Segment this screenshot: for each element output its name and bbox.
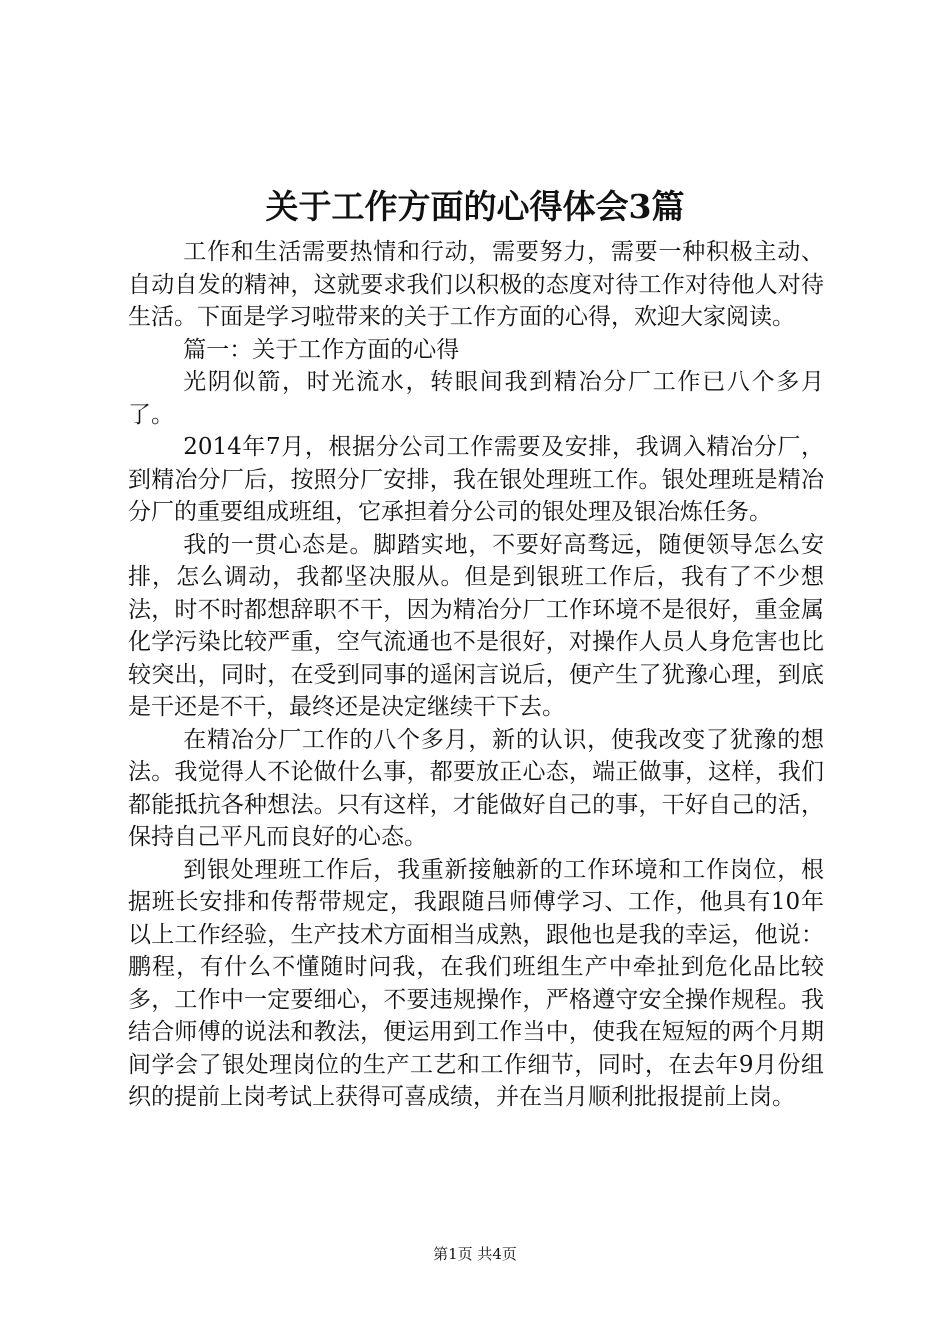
body-paragraph: 光阴似箭，时光流水，转眼间我到精冶分厂工作已八个多月了。 [128, 369, 824, 428]
document-title: 关于工作方面的心得体会3篇 [265, 187, 685, 226]
page-total: 共4页 [477, 1245, 517, 1263]
body-paragraph: 在精冶分厂工作的八个多月，新的认识，使我改变了犹豫的想法。我觉得人不论做什么事，都要放正心态，端正做事，这样，我们都能抵抗各种想法。只有这样，才能做好自己的事，干好自己的活，保持自己平凡而良好的心态。 [128, 726, 824, 850]
body-paragraph: 到银处理班工作后，我重新接触新的工作环境和工作岗位，根据班长安排和传帮带规定，我跟随吕师傅学习、工作，他具有10年以上工作经验，生产技术方面相当成熟，跟他也是我的幸运，他说：鹏程，有什么不懂随时问我，在我们班组生产中牵扯到危化品比较多，工作中一定要细心，不要违规操作，严格遵守安全操作规程。我结合师傅的说法和教法，便运用到工作当中，使我在短短的两个月期间学会了银处理岗位的生产工艺和工作细节，同时，在去年9月份组织的提前上岗考试上获得可喜成绩，并在当月顺利批报提前上岗。 [128, 856, 824, 1110]
page-number: 第1页 [433, 1245, 473, 1263]
document-body [128, 236, 824, 1114]
body-paragraph: 我的一贯心态是。脚踏实地，不要好高骛远，随便领导怎么安排，怎么调动，我都坚决服从。但是到银班工作后，我有了不少想法，时不时都想辞职不干，因为精冶分厂工作环境不是很好，重金属化学污染比较严重，空气流通也不是很好，对操作人员人身危害也比较突出，同时，在受到同事的遥闲言说后，便产生了犹豫心理，到底是干还是不干，最终还是决定继续干下去。 [128, 531, 824, 720]
body-paragraph: 2014年7月，根据分公司工作需要及安排，我调入精冶分厂，到精冶分厂后，按照分厂安排，我在银处理班工作。银处理班是精冶分厂的重要组成班组，它承担着分公司的银处理及银冶炼任务。 [128, 434, 824, 525]
intro-paragraph: 工作和生活需要热情和行动，需要努力，需要一种积极主动、自动自发的精神，这就要求我们以积极的态度对待工作对待他人对待生活。下面是学习啦带来的关于工作方面的心得，欢迎大家阅读。 [128, 239, 824, 330]
section-heading: 篇一：关于工作方面的心得 [183, 336, 460, 363]
page-footer [0, 1244, 950, 1264]
